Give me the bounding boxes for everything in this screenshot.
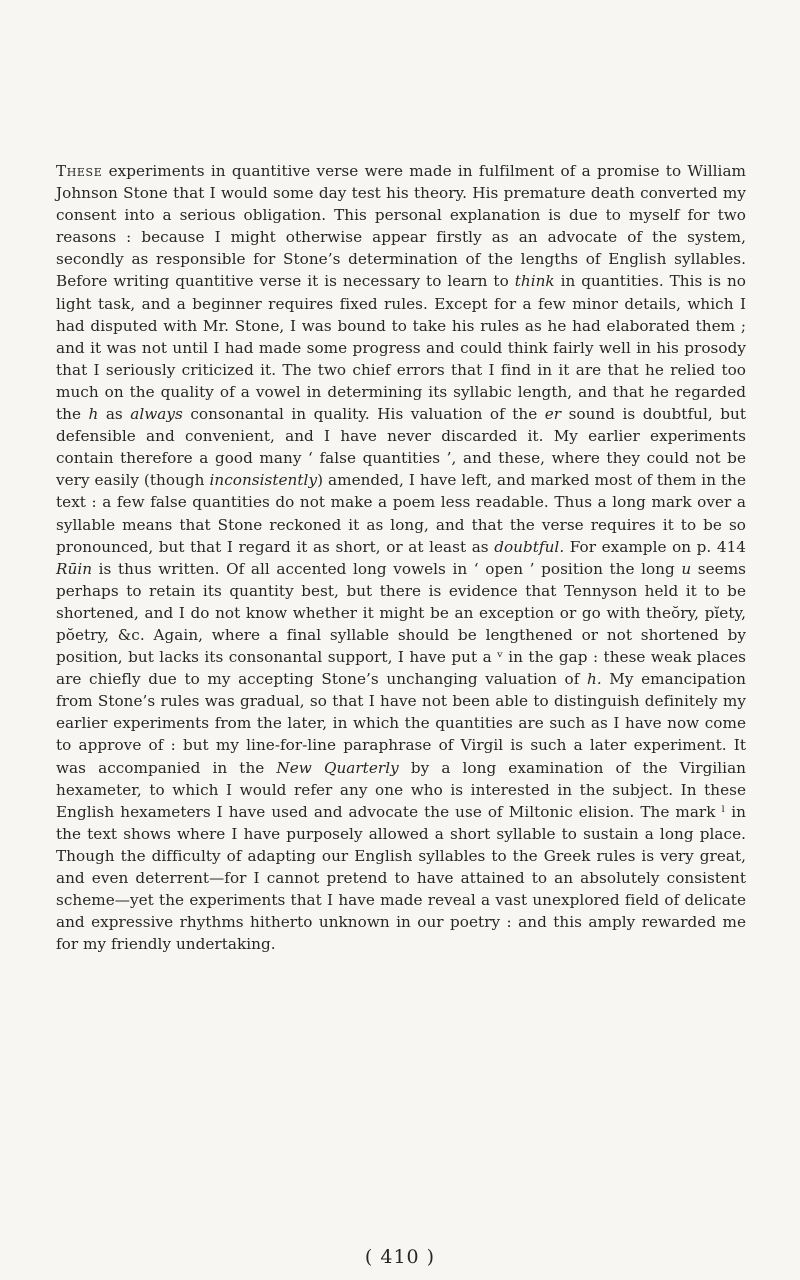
body-text: [56, 160, 746, 955]
emphasis: inconsistently: [209, 471, 318, 490]
emphasis: er: [544, 405, 562, 424]
emphasis: always: [130, 405, 183, 424]
paragraph: These experiments in quantitive verse were made in fulfilment of a promise to William Johnson Stone that I would some day test his theory. His premature death converted my consent into a serious obligation. This personal explanation is due to myself for two reasons : because I might otherwise appear firstly as an advocate of the system, secondly as responsible for Stone’s determination of the lengths of English syllables. Before writing quantitive verse it is necessary to learn to think in quantities. This is no light task, and a beginner requires fixed rules. Except for a few minor details, which I had disputed with Mr. Stone, I was bound to take his rules as he had elaborated them ; and it was not until I had made some progress and could think fairly well in his prosody that I seriously criticized it. The two chief errors that I find in it are that he relied too much on the quality of a vowel in determining its syllabic length, and that he regarded the h as always consonantal in quality. His valuation of the er sound is doubtful, but defensible and convenient, and I have never discarded it. My earlier experiments contain therefore a good many ‘ false quantities ’, and these, where they could not be very easily (though inconsistently) amended, I have left, and marked most of them in the text : a few false quantities do not make a poem less readable. Thus a long mark over a syllable means that Stone reckoned it as long, and that the verse requires it to be so pronounced, but that I regard it as short, or at least as doubtful. For example on p. 414 Rūin is thus written. Of all accented long vowels in ‘ open ’ position the long u seems perhaps to retain its quantity best, but there is evidence that Tennyson held it to be shortened, and I do not know whether it might be an exception or go with theŏry, pĭety, pŏetry, &c. Again, where a final syllable should be lengthened or not shortened by position, but lacks its consonantal support, I have put a ᵛ in the gap : these weak places are chiefly due to my accepting Stone’s unchanging valuation of h. My emancipation from Stone’s rules was gradual, so that I have not been able to distinguish definitely my earlier experiments from the later, in which the quantities are such as I have now come to approve of : but my line-for-line paraphrase of Virgil is such a later experiment. It was accompanied in the New Quarterly by a long examination of the Virgilian hexameter, to which I would refer any one who is interested in the subject. In these English hexameters I have used and advocate the use of Miltonic elision. The mark ˡ in the text shows where I have purposely allowed a short syllable to sustain a long place. Though the difficulty of adapting our English syllables to the Greek rules is very great, and even deterrent—for I cannot pretend to have attained to an absolutely consistent scheme—yet the experiments that I have made reveal a vast unexplored field of delicate and expressive rhythms hitherto unknown in our poetry : and this amply rewarded me for my friendly undertaking.: [56, 162, 747, 954]
emphasis: u: [681, 559, 692, 578]
emphasis: Rūin: [56, 559, 93, 578]
emphasis: h.: [586, 670, 602, 689]
emphasis: h: [88, 405, 99, 424]
emphasis: doubtful.: [494, 537, 565, 556]
emphasis: think: [514, 272, 555, 291]
opening-word: These: [56, 162, 103, 180]
emphasis: New Quarterly: [276, 758, 399, 777]
page-number: ( 410 ): [364, 1246, 436, 1268]
